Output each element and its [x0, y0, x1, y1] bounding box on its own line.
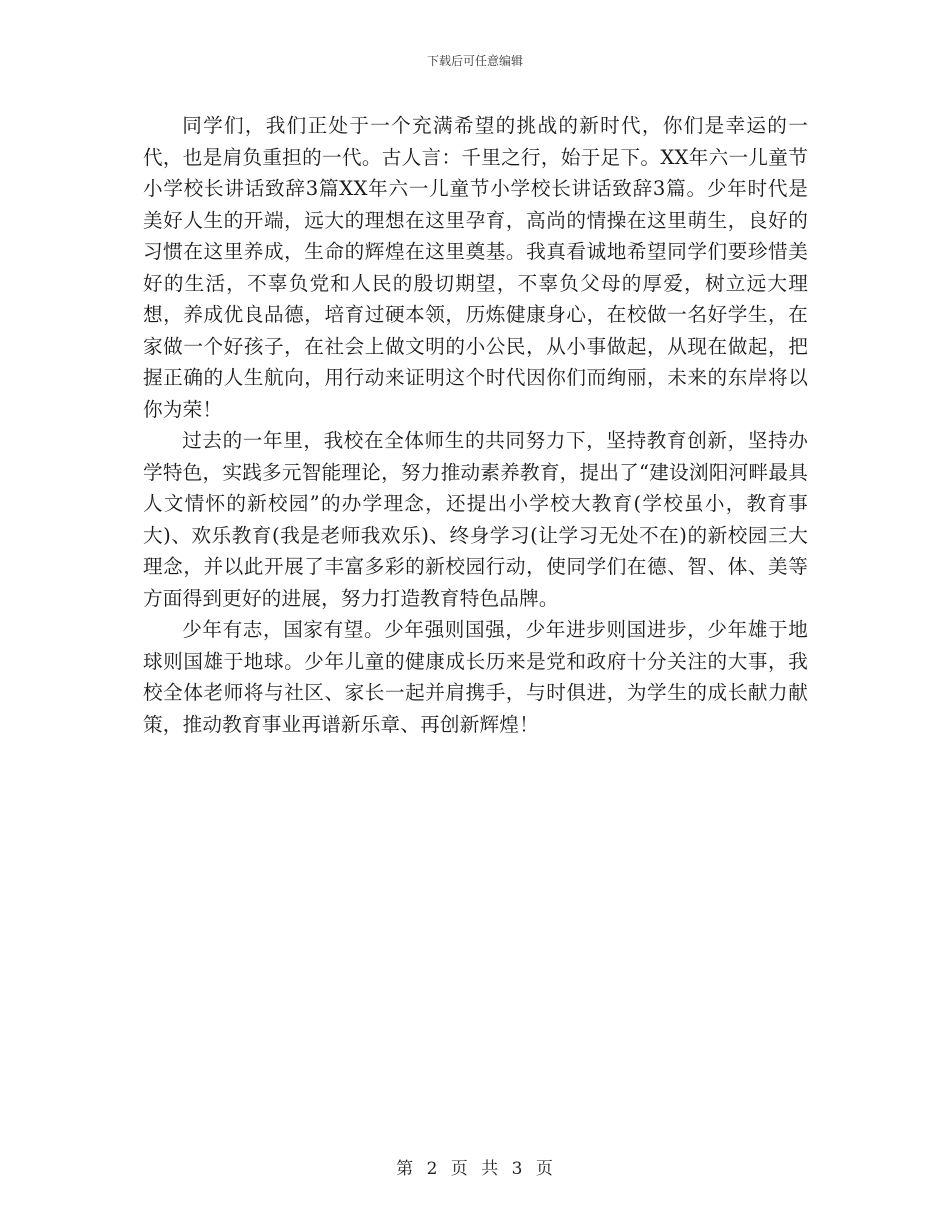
paragraph-2: 过去的一年里，我校在全体师生的共同努力下，坚持教育创新，坚持办学特色，实践多元智能理论，努力推动素养教育，提出了“建设浏阳河畔最具人文情怀的新校园”的办学理念，还提出小学校大教育(学校虽小，教育事大)、欢乐教育(我是老师我欢乐)、终身学习(让学习无处不在)的新校园三大理念，并以此开展了丰富多彩的新校园行动，使同学们在德、智、体、美等方面得到更好的进展，努力打造教育特色品牌。 [143, 429, 808, 610]
page-number-footer: 第 2 页 共 3 页 [396, 1159, 554, 1179]
document-body [143, 110, 808, 740]
paragraph-3: 少年有志，国家有望。少年强则国强，少年进步则国进步，少年雄于地球则国雄于地球。少年儿童的健康成长历来是党和政府十分关注的大事，我校全体老师将与社区、家长一起并肩携手，与时俱进，为学生的成长献力献策，推动教育事业再谱新乐章、再创新辉煌！ [143, 618, 808, 736]
paragraph-1: 同学们，我们正处于一个充满希望的挑战的新时代，你们是幸运的一代，也是肩负重担的一代。古人言：千里之行，始于足下。XX年六一儿童节小学校长讲话致辞3篇XX年六一儿童节小学校长讲话致辞3篇。少年时代是美好人生的开端，远大的理想在这里孕育，高尚的情操在这里萌生，良好的习惯在这里养成，生命的辉煌在这里奠基。我真看诚地希望同学们要珍惜美好的生活，不辜负党和人民的殷切期望，不辜负父母的厚爱，树立远大理想，养成优良品德，培育过硬本领，历炼健康身心，在校做一名好学生，在家做一个好孩子，在社会上做文明的小公民，从小事做起，从现在做起，把握正确的人生航向，用行动来证明这个时代因你们而绚丽，未来的东岸将以你为荣！ [143, 114, 808, 421]
page-header-note: 下载后可任意编辑 [426, 54, 523, 68]
